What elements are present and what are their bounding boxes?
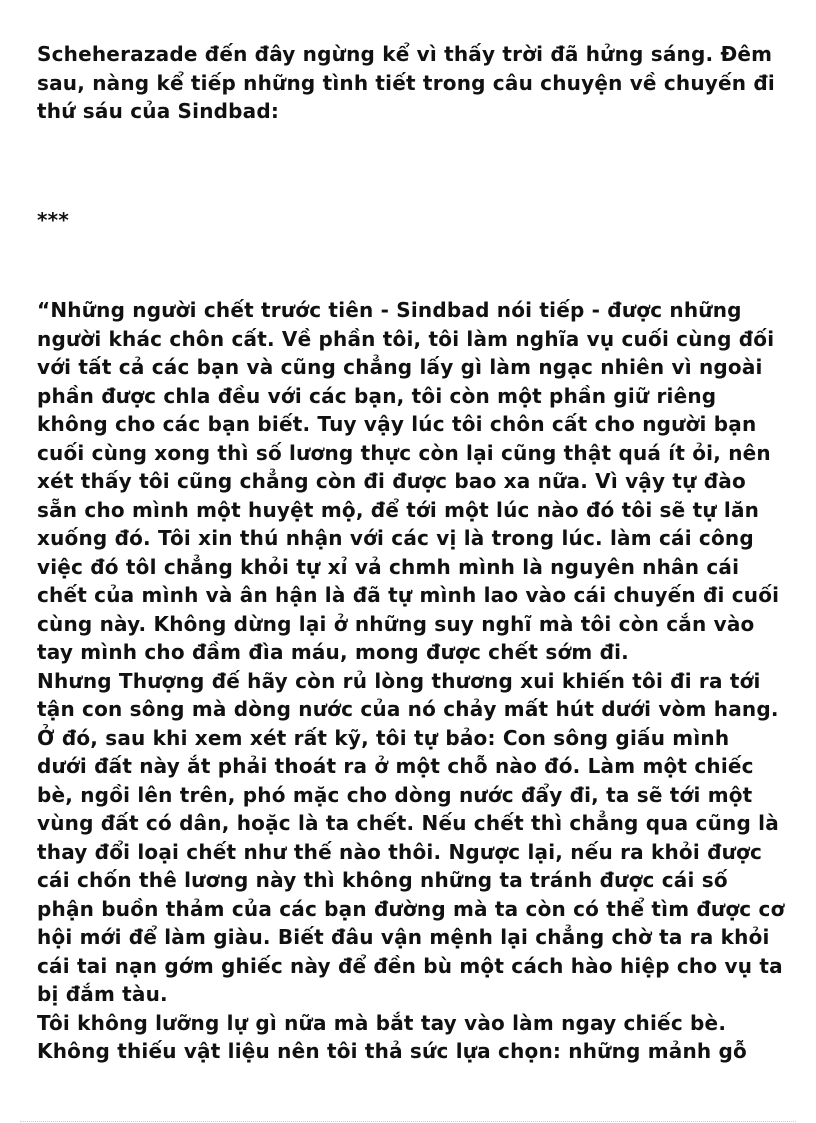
story-body	[37, 296, 797, 1066]
body-line: người khác chôn cất. Về phần tôi, tôi làm nghĩa vụ cuối cùng đối	[37, 326, 775, 351]
body-line: bè, ngồi lên trên, phó mặc cho dòng nước đẩy đi, ta sẽ tới một	[37, 782, 753, 807]
body-line: thay đổi loại chết như thế nào thôi. Ngược lại, nếu ra khỏi được	[37, 839, 763, 864]
body-line: cái tai nạn gớm ghiếc này để đền bù một cách hào hiệp cho vụ ta	[37, 953, 783, 978]
body-line: “Những người chết trước tiên - Sindbad nói tiếp - được những	[37, 298, 742, 322]
body-line: Tôi không lưỡng lự gì nữa mà bắt tay vào làm ngay chiếc bè.	[37, 1010, 727, 1035]
body-line: Không thiếu vật liệu nên tôi thả sức lựa chọn: những mảnh gỗ	[37, 1039, 747, 1063]
body-line: tay mình cho đầm đìa máu, mong được chết sớm đi.	[37, 640, 629, 664]
body-line: hội mới để làm giàu. Biết đâu vận mệnh lại chẳng chờ ta ra khỏi	[37, 925, 770, 949]
body-line: việc đó tôl chẳng khỏi tự xỉ vả chmh mình là nguyên nhân cái	[37, 554, 740, 579]
body-line: xét thấy tôi cũng chẳng còn đi được bao xa nữa. Vì vậy tự đào	[37, 469, 746, 493]
body-line: cuối cùng xong thì số lương thực còn lại cũng thật quá ít ỏi, nên	[37, 440, 771, 465]
body-line: dưới đất này ắt phải thoát ra ở một chỗ nào đó. Làm một chiếc	[37, 754, 754, 778]
intro-paragraph	[37, 40, 797, 126]
body-line: với tất cả các bạn và cũng chẳng lấy gì làm ngạc nhiên vì ngoài	[37, 355, 763, 379]
page-bottom-rule	[20, 1121, 796, 1122]
body-line: phận buồn thảm của các bạn đường mà ta còn có thể tìm được cơ	[37, 896, 785, 921]
separator-text: ***	[37, 208, 69, 232]
body-line: Nhưng Thượng đế hãy còn rủ lòng thương xui khiến tôi đi ra tới	[37, 668, 761, 693]
section-separator	[37, 206, 797, 235]
intro-line: thứ sáu của Sindbad:	[37, 99, 280, 123]
body-line: vùng đất có dân, hoặc là ta chết. Nếu chết thì chẳng qua cũng là	[37, 811, 779, 835]
intro-line: Scheherazade đến đây ngừng kể vì thấy trời đã hửng sáng. Đêm	[37, 42, 773, 66]
intro-line: sau, nàng kể tiếp những tình tiết trong câu chuyện về chuyến đi	[37, 70, 775, 95]
body-line: chết của mình và ân hận là đã tự mình lao vào cái chuyến đi cuối	[37, 583, 780, 607]
body-line: xuống đó. Tôi xin thú nhận với các vị là trong lúc. làm cái công	[37, 526, 754, 550]
body-line: cùng này. Không dừng lại ở những suy nghĩ mà tôi còn cắn vào	[37, 611, 755, 636]
body-line: không cho các bạn biết. Tuy vậy lúc tôi chôn cất cho người bạn	[37, 412, 757, 436]
body-line: bị đắm tàu.	[37, 982, 168, 1006]
body-line: Ở đó, sau khi xem xét rất kỹ, tôi tự bảo: Con sông giấu mình	[37, 725, 730, 750]
body-line: cái chốn thê lương này thì không những ta tránh được cái số	[37, 868, 728, 892]
body-line: tận con sông mà dòng nước của nó chảy mất hút dưới vòm hang.	[37, 697, 779, 721]
body-line: sẵn cho mình một huyệt mộ, để tới một lúc nào đó tôi sẽ tự lăn	[37, 497, 760, 522]
body-line: phần được chla đều với các bạn, tôi còn một phần giữ riêng	[37, 383, 717, 408]
